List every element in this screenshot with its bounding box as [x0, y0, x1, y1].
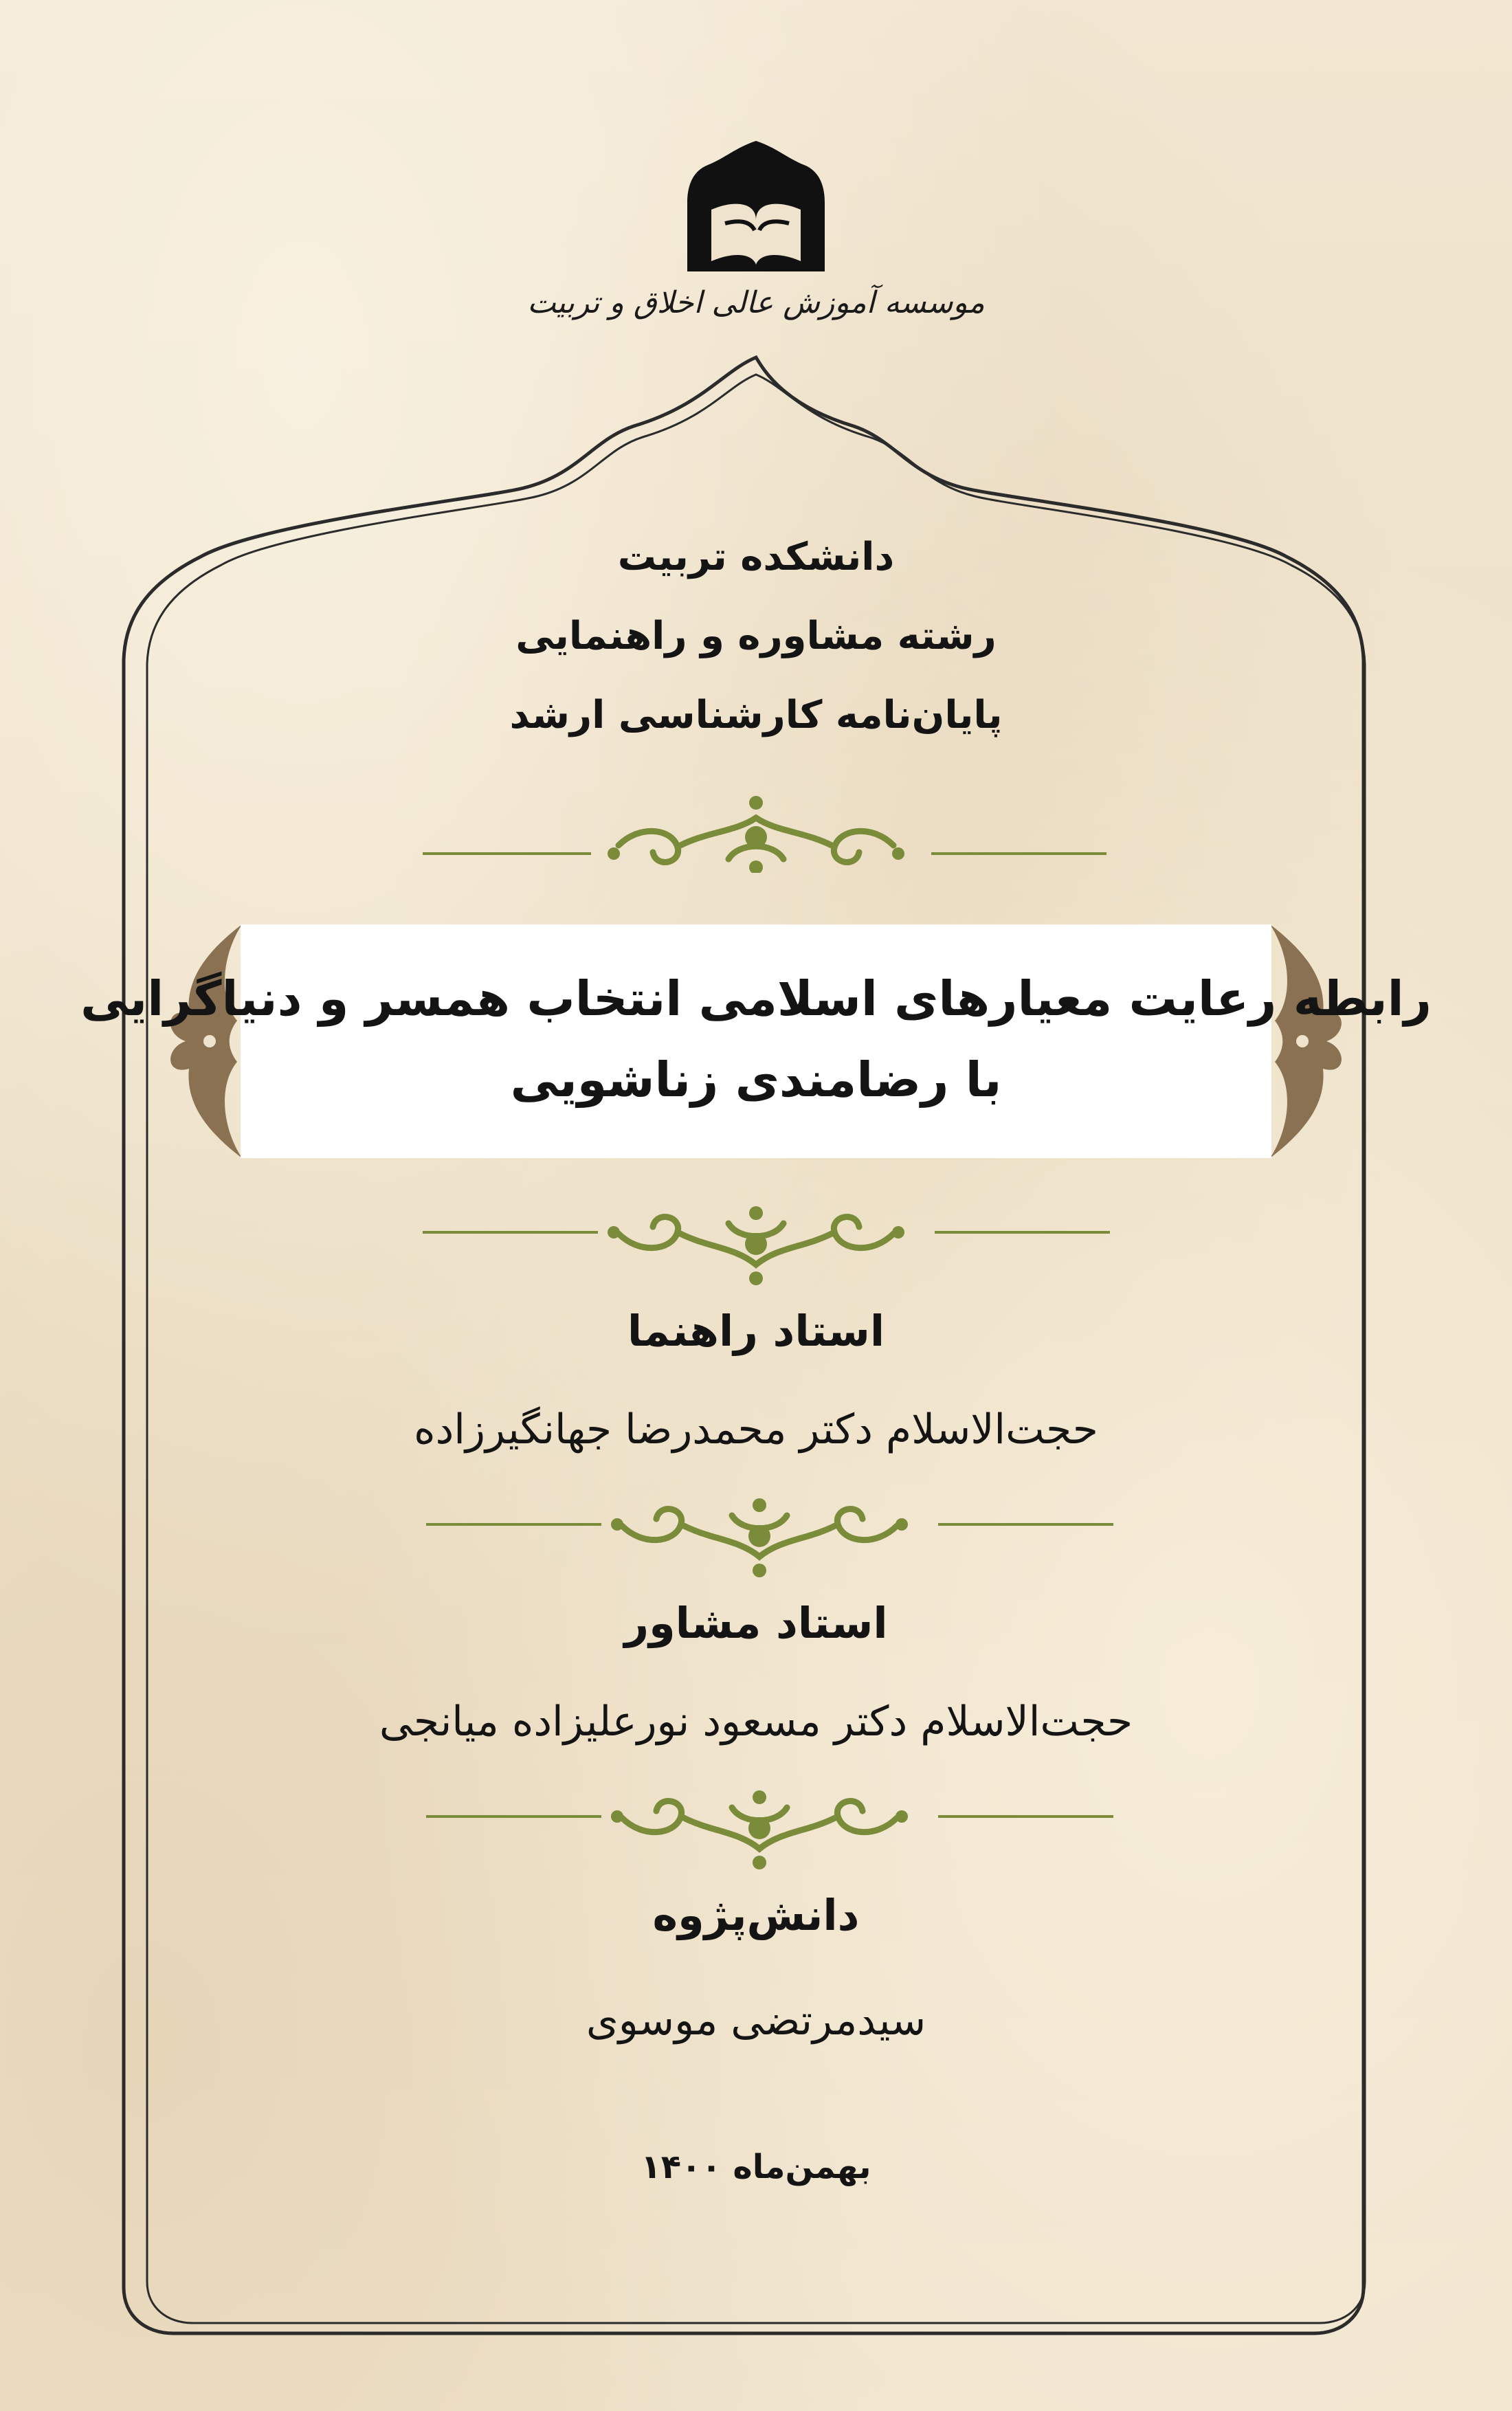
- student-label: دانش‌پژوه: [652, 1890, 860, 1940]
- degree-name: پایان‌نامه کارشناسی ارشد: [509, 693, 1003, 737]
- advisor-name: حجت‌الاسلام دکتر مسعود نورعلیزاده میانجی: [379, 1698, 1133, 1746]
- ornament-divider: [0, 1206, 1512, 1296]
- thesis-title-line-1: رابطه رعایت معیارهای اسلامی انتخاب همسر و دنیاگرایی: [80, 970, 1432, 1027]
- thesis-title-line-2: با رضامندی زناشویی: [510, 1052, 1002, 1108]
- student-name: سیدمرتضی موسوی: [586, 1997, 926, 2045]
- major-name: رشته مشاوره و راهنمایی: [515, 614, 997, 658]
- institution-logo-icon: [660, 134, 852, 278]
- thesis-title-box: [241, 924, 1271, 1158]
- ornament-divider: [0, 1790, 1512, 1880]
- faculty-name: دانشکده تربیت: [617, 535, 895, 579]
- thesis-date: بهمن‌ماه ۱۴۰۰: [641, 2148, 871, 2186]
- institution-name: موسسه آموزش عالی اخلاق و تربیت: [527, 285, 985, 320]
- ornament-divider: [0, 790, 1512, 873]
- ornament-divider: [0, 1498, 1512, 1588]
- advisor-label: استاد مشاور: [624, 1598, 888, 1648]
- supervisor-label: استاد راهنما: [627, 1306, 885, 1356]
- supervisor-name: حجت‌الاسلام دکتر محمدرضا جهانگیرزاده: [414, 1406, 1098, 1454]
